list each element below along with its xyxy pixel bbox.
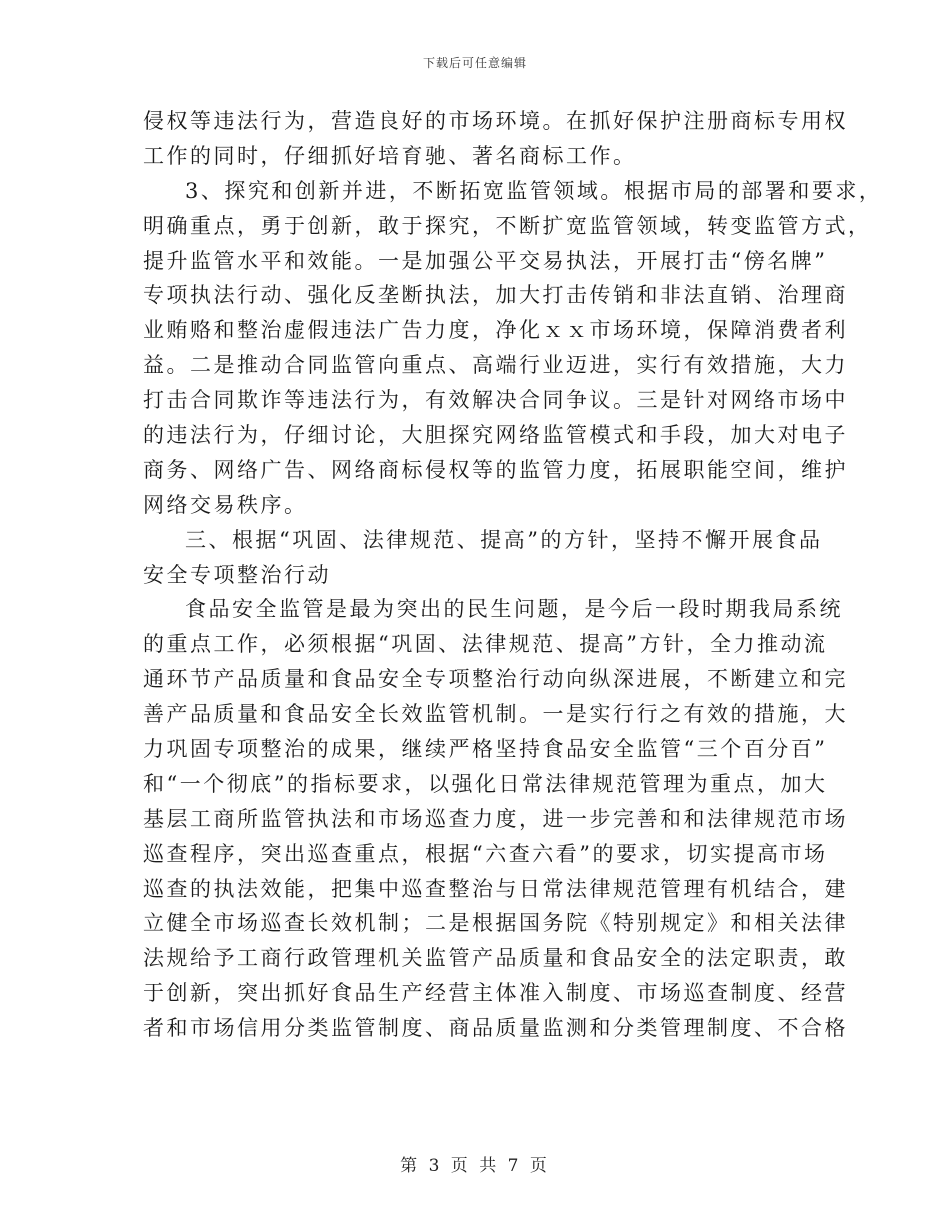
page-number: 第 3 页 共 7 页 bbox=[400, 1156, 550, 1176]
text-line: 打击合同欺诈等违法行为，有效解决合同争议。三是针对网络市场中 bbox=[143, 388, 848, 413]
text-line: 于创新，突出抓好食品生产经营主体准入制度、市场巡查制度、经营 bbox=[143, 981, 848, 1006]
text-line: 的重点工作，必须根据“巩固、法律规范、提高”方针，全力推动流 bbox=[143, 632, 828, 657]
text-line: 网络交易秩序。 bbox=[143, 492, 308, 517]
text-line: 侵权等违法行为，营造良好的市场环境。在抓好保护注册商标专用权 bbox=[143, 109, 848, 133]
text-line: 者和市场信用分类监管制度、商品质量监测和分类管理制度、不合格 bbox=[143, 1016, 848, 1041]
section-heading-line: 三、根据“巩固、法律规范、提高”的方针，坚持不懈开展食品 bbox=[185, 527, 823, 552]
text-line: 提升监管水平和效能。一是加强公平交易执法，开展打击“傍名牌” bbox=[143, 248, 828, 273]
text-line: 益。二是推动合同监管向重点、高端行业迈进，实行有效措施，大力 bbox=[143, 353, 848, 378]
text-line: 和“一个彻底”的指标要求，以强化日常法律规范管理为重点，加大 bbox=[143, 771, 828, 796]
text-line: 商务、网络广告、网络商标侵权等的监管力度，拓展职能空间，维护 bbox=[143, 457, 848, 482]
text-line: 立健全市场巡查长效机制；二是根据国务院《特别规定》和相关法律 bbox=[143, 911, 848, 936]
text-line: 基层工商所监管执法和市场巡查力度，进一步完善和和法律规范市场 bbox=[143, 806, 848, 831]
text-line: 3、探究和创新并进，不断拓宽监管领域。根据市局的部署和要求， bbox=[185, 178, 883, 203]
text-line: 巡查程序，突出巡查重点，根据“六查六看”的要求，切实提高市场 bbox=[143, 841, 828, 866]
text-line: 巡查的执法效能，把集中巡查整治与日常法律规范管理有机结合，建 bbox=[143, 876, 848, 901]
text-line: 通环节产品质量和食品安全专项整治行动向纵深进展，不断建立和完 bbox=[143, 667, 848, 692]
text-line: 善产品质量和食品安全长效监管机制。一是实行行之有效的措施，大 bbox=[143, 702, 848, 727]
text-line: 业贿赂和整治虚假违法广告力度，净化ｘｘ市场环境，保障消费者利 bbox=[143, 318, 848, 343]
text-line: 专项执法行动、强化反垄断执法，加大打击传销和非法直销、治理商 bbox=[143, 283, 848, 308]
text-line: 食品安全监管是最为突出的民生问题，是今后一段时期我局系统 bbox=[185, 597, 843, 622]
header-note: 下载后可任意编辑 bbox=[422, 56, 527, 70]
text-line: 法规给予工商行政管理机关监管产品质量和食品安全的法定职责，敢 bbox=[143, 946, 848, 971]
section-heading-line: 安全专项整治行动 bbox=[143, 562, 331, 587]
text-line: 的违法行为，仔细讨论，大胆探究网络监管模式和手段，加大对电子 bbox=[143, 423, 848, 448]
text-line: 工作的同时，仔细抓好培育驰、著名商标工作。 bbox=[143, 143, 637, 168]
document-body bbox=[143, 104, 883, 1046]
text-line: 明确重点，勇于创新，敢于探究，不断扩宽监管领域，转变监管方式， bbox=[143, 213, 872, 238]
text-line: 力巩固专项整治的成果，继续严格坚持食品安全监管“三个百分百” bbox=[143, 737, 828, 762]
